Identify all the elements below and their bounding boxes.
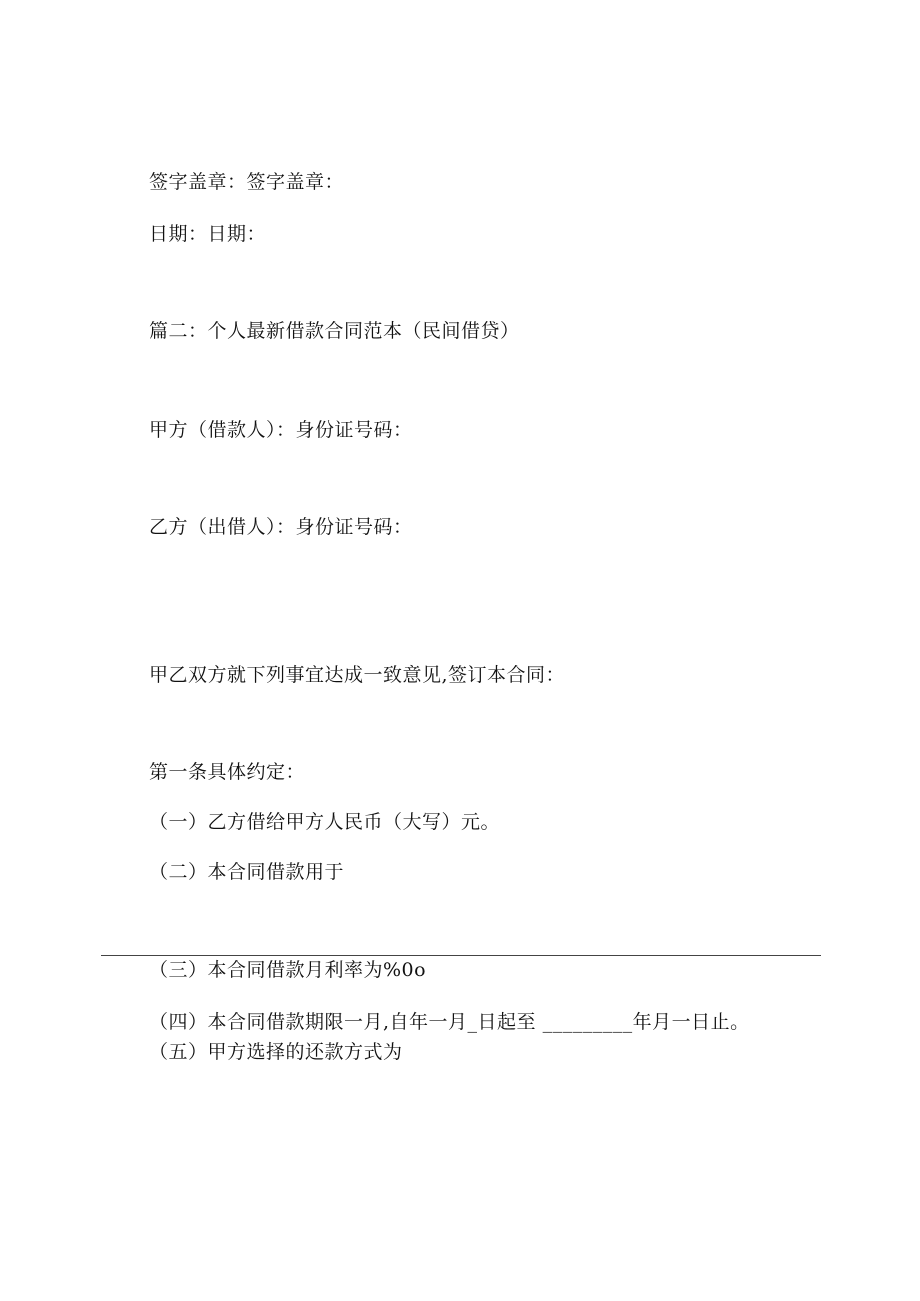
clause-item-1: （一）乙方借给甲方人民币（大写）元。 [149,811,501,833]
clause-item-3: （三）本合同借款月利率为%0o [149,959,427,981]
contract-title: 篇二：个人最新借款合同范本（民间借贷） [149,320,520,342]
fill-in-underline [101,955,821,956]
agreement-line: 甲乙双方就下列事宜达成一致意见,签订本合同： [149,664,566,686]
clause-item-2: （二）本合同借款用于 [149,861,345,883]
clause-item-5: （五）甲方选择的还款方式为 [149,1041,403,1063]
party-a-line: 甲方（借款人）：身份证号码： [149,419,413,441]
date-line: 日期：日期： [149,223,267,245]
clause-item-4: （四）本合同借款期限一月,自年一月_日起至 _________年月一日止。 [149,1011,750,1033]
signature-line: 签字盖章：签字盖章： [149,171,345,193]
article-one-heading: 第一条具体约定： [149,761,306,783]
party-b-line: 乙方（出借人）：身份证号码： [149,516,413,538]
